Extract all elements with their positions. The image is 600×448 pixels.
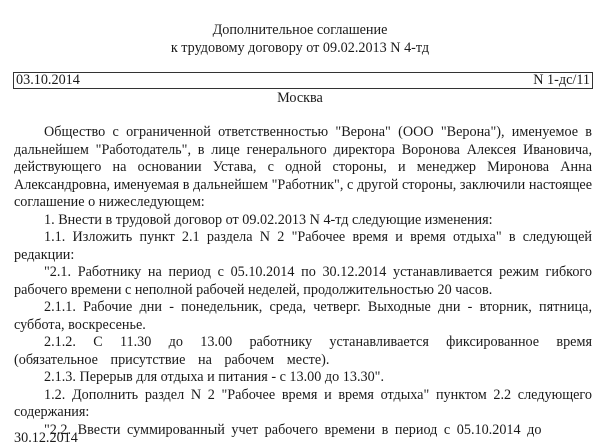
date-number-bar: [13, 72, 593, 89]
clause-2-1-3: 2.1.3. Перерыв для отдыха и питания - с 13.00 до 13.30".: [44, 369, 385, 385]
document-body: [14, 124, 592, 439]
intro-paragraph: Общество с ограниченной ответственностью "Верона" (ООО "Верона"), именуемое в дальнейшем "Работодатель", в лице генерального директора Воронова Алексея Ивановича, действующего на основании Устава, с одной стороны, и менеджер Миронова Анна Александровна, именуемая в дальнейшем "Работник", с другой стороны, заключили настоящее соглашение о нижеследующем:: [14, 124, 592, 210]
clause-1: 1. Внести в трудовой договор от 09.02.2013 N 4-тд следующие изменения:: [44, 211, 493, 228]
clause-2-1-1: 2.1.1. Рабочие дни - понедельник, среда, четверг. Выходные дни - вторник, пятница, суббота, воскресенье.: [14, 299, 592, 333]
document-subtitle: к трудовому договору от 09.02.2013 N 4-тд: [170, 40, 430, 56]
city-name: Москва: [277, 90, 323, 106]
clause-2-1: "2.1. Работнику на период с 05.10.2014 по 30.12.2014 устанавливается режим гибкого рабочего времени с неполной рабочей неделей, продолжительностью 20 часов.: [14, 264, 592, 298]
clause-2-2: "2.2. Ввести суммированный учет рабочего времени в период с 05.10.2014 до: [44, 421, 542, 438]
agreement-number: N 1-дс/11: [533, 72, 590, 88]
document-title: Дополнительное соглашение: [212, 22, 388, 38]
clause-1-2: 1.2. Дополнить раздел N 2 "Рабочее время и время отдыха" пунктом 2.2 следующего содержания:: [14, 386, 592, 420]
cut-off-line: 30.12.2014: [14, 430, 78, 446]
agreement-date: 03.10.2014: [16, 72, 80, 88]
clause-2-1-2: 2.1.2. С 11.30 до 13.00 работнику устанавливается фиксированное время (обязательное присутствие на рабочем месте).: [14, 334, 592, 368]
clause-1-1: 1.1. Изложить пункт 2.1 раздела N 2 "Рабочее время и время отдыха" в следующей редакции:: [14, 229, 592, 263]
